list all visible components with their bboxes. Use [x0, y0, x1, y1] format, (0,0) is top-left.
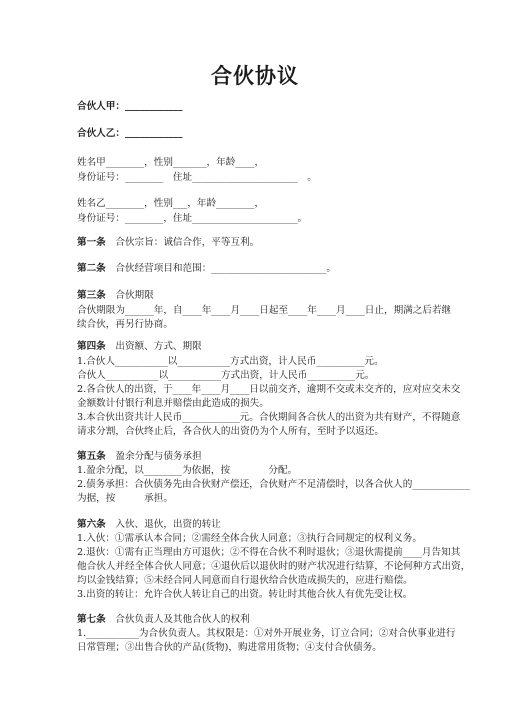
party-a-line: 合伙人甲：____________: [77, 101, 183, 112]
article-2-text: 合伙经营项目和范围：________________________。: [115, 263, 337, 274]
article-5-line: 为据，按 承担。: [77, 493, 173, 504]
article-4-line: 2.各合伙人的出资，于____年____月____日以前交齐，逾期不交或未交齐的，应对应交未交: [77, 384, 461, 395]
article-3-heading: 第三条: [77, 290, 106, 301]
article-4-line: 金额数计付银行利息并赔偿由此造成的损失。: [77, 398, 269, 409]
article-6-title: [77, 519, 221, 531]
party-a-name-line: 姓名甲________，性别_______，年龄____，: [77, 157, 265, 168]
article-6-line: 均以金钱结算；⑤未经合同人同意而自行退伙给合伙造成损失的，应进行赔偿。: [77, 575, 413, 586]
party-b-id-line: 身份证号：________，住址______________________。: [77, 213, 308, 224]
article-7-title: [77, 614, 250, 626]
article-6-line: 2.退伙：①需有正当理由方可退伙；②不得在合伙不利时退伙；③退伙需提前____月告知其: [77, 547, 461, 558]
article-4-line: 请求分割，合伙终止后，各合伙人的出资仍为个人所有，至时予以返还。: [77, 426, 384, 437]
article-1-text: 合伙宗旨：诚信合作，平等互利。: [115, 237, 260, 248]
article-5-line: 2.债务承担：合伙债务先由合伙财产偿还，合伙财产不足清偿时，以各合伙人的____________: [77, 479, 470, 490]
party-b-line: 合伙人乙：____________: [77, 128, 183, 139]
article-5-title: [77, 451, 202, 463]
article-4-line: 合伙人___________以___________方式出资，计人民币__________元。: [77, 370, 375, 381]
article-1-heading: 第一条: [77, 237, 106, 248]
party-b-name-line: 姓名乙________，性别___，年龄________，: [77, 198, 265, 209]
article-5-title-text: 盈余分配与债务承担: [115, 451, 202, 462]
article-4-heading: 第四条: [77, 341, 106, 352]
article-4-title: [77, 341, 202, 353]
article-1: [77, 237, 259, 249]
article-5-heading: 第五条: [77, 451, 106, 462]
article-3-title-text: 合伙期限: [115, 290, 154, 301]
article-4-line: 3.本合伙出资共计人民币____________元。合伙期间各合伙人的出资为共有财产，不得随意: [77, 412, 461, 423]
article-7-title-text: 合伙负责人及其他合伙人的权利: [115, 614, 250, 625]
article-3-line: 续合伙，再另行协商。: [77, 319, 173, 330]
article-3-title: [77, 290, 154, 302]
article-4-title-text: 出资额、方式、期限: [115, 341, 202, 352]
article-5-line: 1.盈余分配，以________为依据，按 分配。: [77, 465, 298, 476]
article-6-title-text: 入伙、退伙，出资的转让: [115, 519, 221, 530]
article-3-line: 合伙期限为______年，自____年____月____日起至____年____月____日止，期满之后若继: [77, 305, 452, 316]
article-4-line: 1.合伙人___________以___________方式出资，计人民币__________元。: [77, 356, 384, 367]
article-6-heading: 第六条: [77, 519, 106, 530]
party-a-id-line: 身份证号：________ 住址______________________ 。: [77, 172, 317, 183]
article-7-line: 日常管理；③出售合伙的产品(货物)，购进常用货物；④支付合伙债务。: [77, 642, 382, 653]
article-6-line: 1.入伙：①需承认本合同；②需经全体合伙人同意；③执行合同规定的权利义务。: [77, 533, 422, 544]
article-2: [77, 263, 336, 275]
document-title: 合伙协议: [211, 63, 299, 88]
article-7-line: 1.___________为合伙负责人。其权限是：①对外开展业务，订立合同；②对合伙事业进行: [77, 628, 456, 639]
article-7-heading: 第七条: [77, 614, 106, 625]
article-6-line: 3.出资的转让：允许合伙人转让自己的出资。转让时其他合伙人有优先受让权。: [77, 589, 413, 600]
article-2-heading: 第二条: [77, 263, 106, 274]
article-6-line: 他合伙人并经全体合伙人同意；④退伙后以退伙时的财产状况进行结算，不论何种方式出资，: [77, 561, 471, 572]
